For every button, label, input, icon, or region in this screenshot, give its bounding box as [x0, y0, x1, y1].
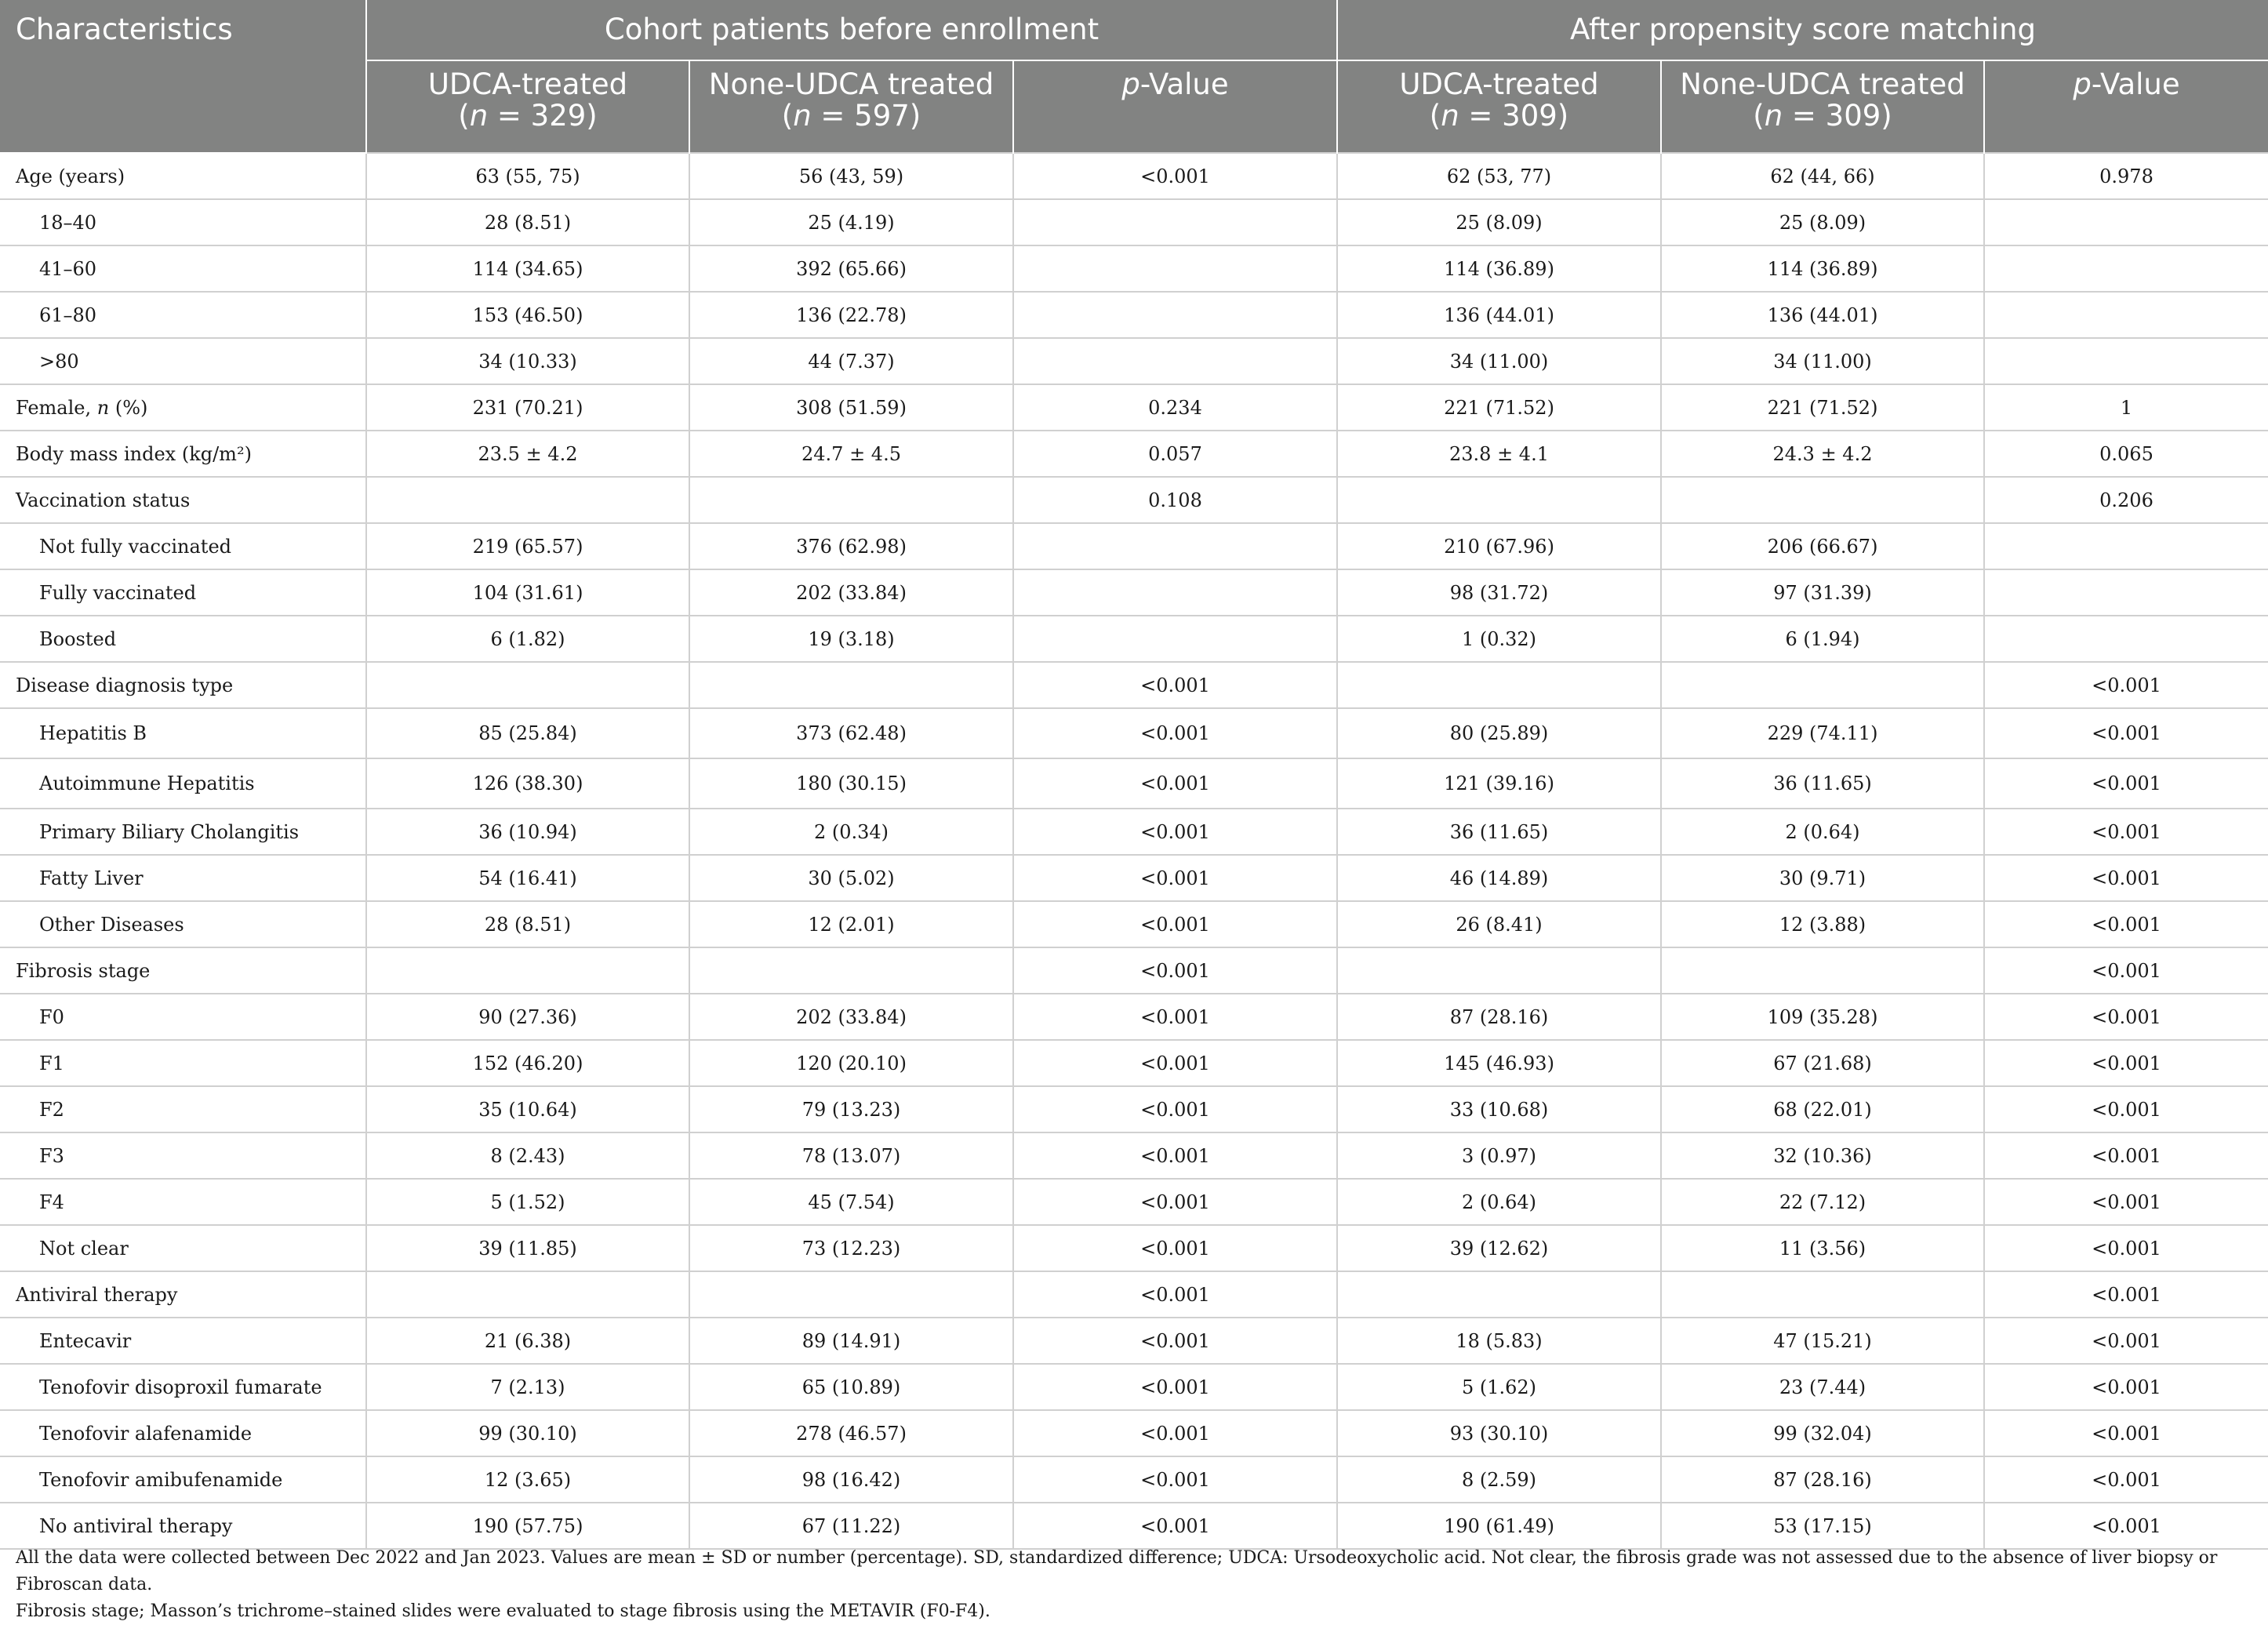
table-row	[0, 1271, 2268, 1318]
col-label: None-UDCA treated	[708, 67, 994, 101]
table-cell: <0.001	[1984, 1132, 2268, 1179]
table-cell: 45 (7.54)	[689, 1179, 1013, 1225]
table-row	[0, 384, 2268, 431]
table-cell: <0.001	[1013, 1364, 1337, 1410]
table-cell: 221 (71.52)	[1337, 384, 1661, 431]
row-label: No antiviral therapy	[0, 1503, 366, 1549]
table-cell: <0.001	[1984, 708, 2268, 758]
table-cell: <0.001	[1013, 901, 1337, 947]
table-cell: 25 (4.19)	[689, 199, 1013, 245]
table-cell: 33 (10.68)	[1337, 1086, 1661, 1132]
col-label: None-UDCA treated	[1680, 67, 1965, 101]
table-cell: 99 (30.10)	[366, 1410, 689, 1456]
table-cell: 206 (66.67)	[1661, 523, 1984, 569]
table-cell	[1661, 947, 1984, 994]
table-cell: 28 (8.51)	[366, 199, 689, 245]
table-cell: 53 (17.15)	[1661, 1503, 1984, 1549]
table-cell: <0.001	[1984, 758, 2268, 809]
table-cell: 87 (28.16)	[1337, 994, 1661, 1040]
table-cell: 180 (30.15)	[689, 758, 1013, 809]
characteristics-header: Characteristics	[0, 0, 366, 153]
table-cell: 11 (3.56)	[1661, 1225, 1984, 1271]
table-cell: 36 (11.65)	[1337, 809, 1661, 855]
table-cell: <0.001	[1984, 1086, 2268, 1132]
table-cell: 30 (9.71)	[1661, 855, 1984, 901]
row-label: Primary Biliary Cholangitis	[0, 809, 366, 855]
table-cell: 35 (10.64)	[366, 1086, 689, 1132]
table-cell: 24.3 ± 4.2	[1661, 431, 1984, 477]
table-row	[0, 901, 2268, 947]
table-cell: 67 (21.68)	[1661, 1040, 1984, 1086]
table-cell: 34 (11.00)	[1337, 338, 1661, 384]
col-udca-before	[366, 60, 689, 153]
table-cell: 373 (62.48)	[689, 708, 1013, 758]
table-row	[0, 616, 2268, 662]
table-cell	[366, 1271, 689, 1318]
table-cell: <0.001	[1013, 1271, 1337, 1318]
table-cell: <0.001	[1984, 901, 2268, 947]
table-cell: <0.001	[1984, 947, 2268, 994]
table-cell: 87 (28.16)	[1661, 1456, 1984, 1503]
table-cell: 78 (13.07)	[689, 1132, 1013, 1179]
table-row	[0, 431, 2268, 477]
row-label: Boosted	[0, 616, 366, 662]
table-cell: 65 (10.89)	[689, 1364, 1013, 1410]
table-cell: <0.001	[1013, 1086, 1337, 1132]
table-cell: 68 (22.01)	[1661, 1086, 1984, 1132]
table-cell: 62 (44, 66)	[1661, 153, 1984, 199]
table-row	[0, 523, 2268, 569]
table-cell: <0.001	[1984, 1456, 2268, 1503]
table-cell: 25 (8.09)	[1337, 199, 1661, 245]
table-row	[0, 1086, 2268, 1132]
table-cell: 0.234	[1013, 384, 1337, 431]
row-label: Hepatitis B	[0, 708, 366, 758]
table-cell: 39 (11.85)	[366, 1225, 689, 1271]
table-cell: <0.001	[1984, 994, 2268, 1040]
table-footnotes	[16, 1545, 2259, 1625]
col-label: UDCA-treated	[1399, 67, 1599, 101]
table-cell	[1984, 245, 2268, 292]
row-label: Antiviral therapy	[0, 1271, 366, 1318]
table-cell: 8 (2.59)	[1337, 1456, 1661, 1503]
table-cell: 229 (74.11)	[1661, 708, 1984, 758]
table-cell: <0.001	[1013, 708, 1337, 758]
table-cell: <0.001	[1984, 1271, 2268, 1318]
row-label: 41–60	[0, 245, 366, 292]
table-cell: <0.001	[1013, 1179, 1337, 1225]
row-label: 18–40	[0, 199, 366, 245]
table-row	[0, 1318, 2268, 1364]
table-cell: 22 (7.12)	[1661, 1179, 1984, 1225]
table-cell	[1984, 292, 2268, 338]
row-label: Autoimmune Hepatitis	[0, 758, 366, 809]
table-cell: 28 (8.51)	[366, 901, 689, 947]
table-cell: 202 (33.84)	[689, 569, 1013, 616]
table-cell: 109 (35.28)	[1661, 994, 1984, 1040]
table-cell: 221 (71.52)	[1661, 384, 1984, 431]
table-cell: <0.001	[1984, 1410, 2268, 1456]
row-label: Tenofovir amibufenamide	[0, 1456, 366, 1503]
table-cell	[1013, 523, 1337, 569]
table-cell: 6 (1.94)	[1661, 616, 1984, 662]
table-row	[0, 809, 2268, 855]
table-cell: <0.001	[1013, 153, 1337, 199]
group-header-after: After propensity score matching	[1337, 0, 2268, 60]
table-cell: 136 (44.01)	[1661, 292, 1984, 338]
table-cell: 2 (0.64)	[1337, 1179, 1661, 1225]
table-cell: <0.001	[1013, 947, 1337, 994]
table-cell	[1337, 662, 1661, 708]
table-cell: 0.108	[1013, 477, 1337, 523]
row-label: F1	[0, 1040, 366, 1086]
table-cell: 39 (12.62)	[1337, 1225, 1661, 1271]
table-cell: 0.057	[1013, 431, 1337, 477]
table-cell: 34 (10.33)	[366, 338, 689, 384]
footnote-2: Fibrosis stage; Masson’s trichrome–stained slides were evaluated to stage fibrosis using the METAVIR (F0-F4).	[16, 1601, 990, 1621]
table-cell: 278 (46.57)	[689, 1410, 1013, 1456]
row-label: >80	[0, 338, 366, 384]
table-cell: <0.001	[1013, 994, 1337, 1040]
table-cell	[1984, 569, 2268, 616]
table-cell: 2 (0.34)	[689, 809, 1013, 855]
table-row	[0, 855, 2268, 901]
table-cell	[1013, 199, 1337, 245]
table-cell	[689, 477, 1013, 523]
row-label: Fibrosis stage	[0, 947, 366, 994]
table-cell: 104 (31.61)	[366, 569, 689, 616]
table-cell: 5 (1.52)	[366, 1179, 689, 1225]
table-cell: 32 (10.36)	[1661, 1132, 1984, 1179]
table-cell: 2 (0.64)	[1661, 809, 1984, 855]
row-label: Fully vaccinated	[0, 569, 366, 616]
table-cell: <0.001	[1984, 1225, 2268, 1271]
table-cell: 6 (1.82)	[366, 616, 689, 662]
table-cell: 210 (67.96)	[1337, 523, 1661, 569]
table-cell: 114 (36.89)	[1337, 245, 1661, 292]
table-cell: 36 (10.94)	[366, 809, 689, 855]
footnote-1: All the data were collected between Dec 2022 and Jan 2023. Values are mean ± SD or number (percentage). SD, standardized difference; UDCA: Ursodeoxycholic acid. Not clear, the fibrosis grade was not assessed due to the absence of liver biopsy or Fibroscan data.	[16, 1548, 2218, 1594]
table-cell: 62 (53, 77)	[1337, 153, 1661, 199]
row-label: Fatty Liver	[0, 855, 366, 901]
table-cell: 79 (13.23)	[689, 1086, 1013, 1132]
table-cell: <0.001	[1013, 1410, 1337, 1456]
table-cell: 114 (34.65)	[366, 245, 689, 292]
table-cell: 54 (16.41)	[366, 855, 689, 901]
table-cell: <0.001	[1984, 1040, 2268, 1086]
table-cell: 63 (55, 75)	[366, 153, 689, 199]
table-cell: 25 (8.09)	[1661, 199, 1984, 245]
table-cell	[366, 947, 689, 994]
table-row	[0, 1456, 2268, 1503]
table-cell: <0.001	[1013, 1503, 1337, 1549]
table-cell: 190 (57.75)	[366, 1503, 689, 1549]
table-cell: <0.001	[1013, 1040, 1337, 1086]
table-cell: 26 (8.41)	[1337, 901, 1661, 947]
table-row	[0, 1225, 2268, 1271]
table-cell: 67 (11.22)	[689, 1503, 1013, 1549]
table-cell: 12 (3.88)	[1661, 901, 1984, 947]
table-row	[0, 947, 2268, 994]
table-cell: 36 (11.65)	[1661, 758, 1984, 809]
row-label: 61–80	[0, 292, 366, 338]
table-row	[0, 153, 2268, 199]
col-label: UDCA-treated	[427, 67, 628, 101]
table-cell: 145 (46.93)	[1337, 1040, 1661, 1086]
table-cell	[1661, 662, 1984, 708]
table-cell: 85 (25.84)	[366, 708, 689, 758]
table-row	[0, 292, 2268, 338]
table-cell: 153 (46.50)	[366, 292, 689, 338]
row-label: Disease diagnosis type	[0, 662, 366, 708]
table-cell: 80 (25.89)	[1337, 708, 1661, 758]
table-cell: 18 (5.83)	[1337, 1318, 1661, 1364]
table-row	[0, 662, 2268, 708]
table-row	[0, 1410, 2268, 1456]
table-cell	[1013, 292, 1337, 338]
row-label: Entecavir	[0, 1318, 366, 1364]
table-row	[0, 1040, 2268, 1086]
table-cell	[1984, 616, 2268, 662]
table-cell: 98 (16.42)	[689, 1456, 1013, 1503]
table-row	[0, 569, 2268, 616]
col-p-after: p-Value	[1984, 60, 2268, 153]
table-cell: <0.001	[1013, 809, 1337, 855]
table-cell	[689, 1271, 1013, 1318]
table-cell: 0.065	[1984, 431, 2268, 477]
group-header-before: Cohort patients before enrollment	[366, 0, 1337, 60]
table-cell: 190 (61.49)	[1337, 1503, 1661, 1549]
table-cell: 19 (3.18)	[689, 616, 1013, 662]
table-cell: 89 (14.91)	[689, 1318, 1013, 1364]
table-cell: 152 (46.20)	[366, 1040, 689, 1086]
table-cell: 308 (51.59)	[689, 384, 1013, 431]
table-cell: <0.001	[1984, 1318, 2268, 1364]
table-cell: 202 (33.84)	[689, 994, 1013, 1040]
table-cell	[366, 477, 689, 523]
col-none-after	[1661, 60, 1984, 153]
row-label: Tenofovir alafenamide	[0, 1410, 366, 1456]
table-cell: 23 (7.44)	[1661, 1364, 1984, 1410]
table-cell: 136 (44.01)	[1337, 292, 1661, 338]
table-body	[0, 153, 2268, 1549]
table-cell: <0.001	[1013, 1318, 1337, 1364]
table-row	[0, 1503, 2268, 1549]
table-cell: 8 (2.43)	[366, 1132, 689, 1179]
table-cell: 98 (31.72)	[1337, 569, 1661, 616]
table-cell: <0.001	[1984, 1179, 2268, 1225]
col-none-before	[689, 60, 1013, 153]
row-label: Body mass index (kg/m²)	[0, 431, 366, 477]
table-cell: 30 (5.02)	[689, 855, 1013, 901]
table-cell	[689, 947, 1013, 994]
table-cell: 1 (0.32)	[1337, 616, 1661, 662]
col-n: (n = 329)	[458, 99, 598, 133]
table-cell: <0.001	[1013, 855, 1337, 901]
table-cell: 114 (36.89)	[1661, 245, 1984, 292]
table-cell: 136 (22.78)	[689, 292, 1013, 338]
table-cell: 73 (12.23)	[689, 1225, 1013, 1271]
table-row	[0, 477, 2268, 523]
table-cell: 120 (20.10)	[689, 1040, 1013, 1086]
table-cell: 21 (6.38)	[366, 1318, 689, 1364]
row-label: Tenofovir disoproxil fumarate	[0, 1364, 366, 1410]
table-cell	[1984, 523, 2268, 569]
table-cell: 24.7 ± 4.5	[689, 431, 1013, 477]
table-cell: 0.978	[1984, 153, 2268, 199]
table-row	[0, 338, 2268, 384]
table-cell: <0.001	[1984, 809, 2268, 855]
row-label: Other Diseases	[0, 901, 366, 947]
table-cell: 34 (11.00)	[1661, 338, 1984, 384]
table-cell	[1337, 1271, 1661, 1318]
table-cell: 12 (2.01)	[689, 901, 1013, 947]
table-cell: <0.001	[1013, 1456, 1337, 1503]
table-cell: <0.001	[1013, 758, 1337, 809]
col-n: (n = 309)	[1429, 99, 1569, 133]
table-cell: 12 (3.65)	[366, 1456, 689, 1503]
table-cell: <0.001	[1984, 662, 2268, 708]
table-row	[0, 245, 2268, 292]
table-cell	[689, 662, 1013, 708]
table-cell	[1661, 477, 1984, 523]
table-cell	[1337, 947, 1661, 994]
table-cell: 97 (31.39)	[1661, 569, 1984, 616]
table-cell: 219 (65.57)	[366, 523, 689, 569]
table-cell: 99 (32.04)	[1661, 1410, 1984, 1456]
table-cell: 126 (38.30)	[366, 758, 689, 809]
row-label: F2	[0, 1086, 366, 1132]
table-cell: 0.206	[1984, 477, 2268, 523]
table-row	[0, 199, 2268, 245]
table-cell: 90 (27.36)	[366, 994, 689, 1040]
table-cell: 7 (2.13)	[366, 1364, 689, 1410]
table-cell: 44 (7.37)	[689, 338, 1013, 384]
table-row	[0, 758, 2268, 809]
table-cell	[1013, 245, 1337, 292]
row-label: Female, n (%)	[0, 384, 366, 431]
table-row	[0, 708, 2268, 758]
table-cell	[1013, 338, 1337, 384]
table-cell: <0.001	[1013, 1132, 1337, 1179]
table-cell	[366, 662, 689, 708]
table-cell	[1984, 338, 2268, 384]
table-cell	[1013, 569, 1337, 616]
table-cell: <0.001	[1984, 855, 2268, 901]
row-label: Age (years)	[0, 153, 366, 199]
table-row	[0, 1364, 2268, 1410]
row-label: F0	[0, 994, 366, 1040]
table-cell: 392 (65.66)	[689, 245, 1013, 292]
table-cell: 93 (30.10)	[1337, 1410, 1661, 1456]
table-cell: 3 (0.97)	[1337, 1132, 1661, 1179]
row-label: Not clear	[0, 1225, 366, 1271]
row-label: F4	[0, 1179, 366, 1225]
row-label: F3	[0, 1132, 366, 1179]
table-cell: 47 (15.21)	[1661, 1318, 1984, 1364]
table-cell: 121 (39.16)	[1337, 758, 1661, 809]
table-cell: <0.001	[1984, 1503, 2268, 1549]
table-cell	[1013, 616, 1337, 662]
table-cell: 1	[1984, 384, 2268, 431]
table-cell: <0.001	[1013, 1225, 1337, 1271]
col-n: (n = 309)	[1753, 99, 1892, 133]
col-n: (n = 597)	[781, 99, 921, 133]
table-cell: <0.001	[1984, 1364, 2268, 1410]
table-cell	[1661, 1271, 1984, 1318]
row-label: Vaccination status	[0, 477, 366, 523]
table-cell: 23.5 ± 4.2	[366, 431, 689, 477]
table-cell: 5 (1.62)	[1337, 1364, 1661, 1410]
table-cell: 46 (14.89)	[1337, 855, 1661, 901]
table-row	[0, 1132, 2268, 1179]
row-label: Not fully vaccinated	[0, 523, 366, 569]
table-cell: 231 (70.21)	[366, 384, 689, 431]
table-cell: 376 (62.98)	[689, 523, 1013, 569]
table-cell	[1984, 199, 2268, 245]
col-p-before: p-Value	[1013, 60, 1337, 153]
table-cell	[1337, 477, 1661, 523]
col-udca-after	[1337, 60, 1661, 153]
table-cell: 23.8 ± 4.1	[1337, 431, 1661, 477]
table-row	[0, 1179, 2268, 1225]
table-cell: <0.001	[1013, 662, 1337, 708]
table-row	[0, 994, 2268, 1040]
table-cell: 56 (43, 59)	[689, 153, 1013, 199]
